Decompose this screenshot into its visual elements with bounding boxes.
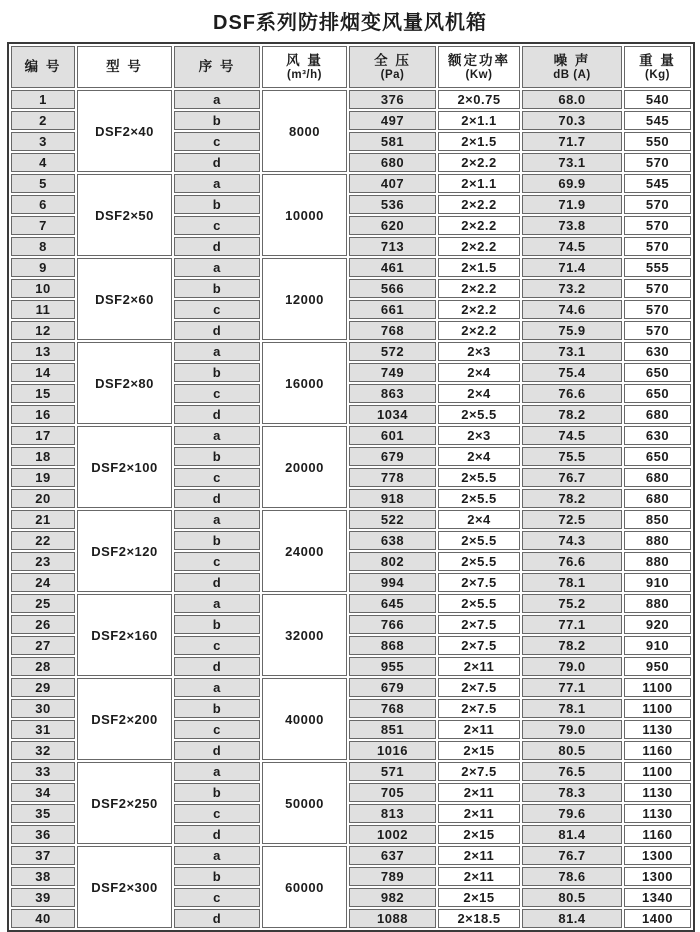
cell-weight: 550 xyxy=(624,132,691,151)
cell-noise: 75.2 xyxy=(522,594,622,613)
cell-noise: 77.1 xyxy=(522,678,622,697)
cell-power: 2×5.5 xyxy=(438,405,520,424)
cell-sequence: b xyxy=(174,279,260,298)
cell-pressure: 679 xyxy=(349,678,436,697)
cell-power: 2×11 xyxy=(438,783,520,802)
cell-number: 24 xyxy=(11,573,75,592)
cell-noise: 76.7 xyxy=(522,846,622,865)
cell-sequence: a xyxy=(174,762,260,781)
cell-noise: 73.2 xyxy=(522,279,622,298)
cell-weight: 555 xyxy=(624,258,691,277)
cell-pressure: 789 xyxy=(349,867,436,886)
table-row xyxy=(11,90,691,109)
column-header-sequence xyxy=(174,46,260,88)
column-header-unit: (Pa) xyxy=(380,68,405,81)
cell-weight: 1100 xyxy=(624,762,691,781)
cell-airflow: 32000 xyxy=(262,594,347,676)
cell-number: 33 xyxy=(11,762,75,781)
cell-noise: 79.0 xyxy=(522,657,622,676)
column-header-label: 重 量 xyxy=(639,52,676,68)
cell-number: 3 xyxy=(11,132,75,151)
cell-number: 13 xyxy=(11,342,75,361)
cell-sequence: b xyxy=(174,195,260,214)
cell-pressure: 461 xyxy=(349,258,436,277)
cell-weight: 1130 xyxy=(624,720,691,739)
cell-number: 14 xyxy=(11,363,75,382)
cell-weight: 1340 xyxy=(624,888,691,907)
cell-noise: 78.2 xyxy=(522,636,622,655)
cell-sequence: a xyxy=(174,846,260,865)
column-header-label: 编 号 xyxy=(24,59,62,74)
cell-sequence: c xyxy=(174,132,260,151)
cell-noise: 71.7 xyxy=(522,132,622,151)
cell-sequence: b xyxy=(174,531,260,550)
cell-sequence: c xyxy=(174,552,260,571)
cell-sequence: b xyxy=(174,111,260,130)
cell-number: 21 xyxy=(11,510,75,529)
cell-power: 2×7.5 xyxy=(438,678,520,697)
cell-noise: 73.1 xyxy=(522,342,622,361)
cell-number: 9 xyxy=(11,258,75,277)
cell-number: 5 xyxy=(11,174,75,193)
cell-sequence: a xyxy=(174,174,260,193)
cell-noise: 74.6 xyxy=(522,300,622,319)
cell-weight: 880 xyxy=(624,594,691,613)
cell-power: 2×1.5 xyxy=(438,132,520,151)
cell-airflow: 50000 xyxy=(262,762,347,844)
cell-weight: 570 xyxy=(624,279,691,298)
cell-noise: 80.5 xyxy=(522,741,622,760)
cell-power: 2×2.2 xyxy=(438,321,520,340)
cell-power: 2×5.5 xyxy=(438,468,520,487)
cell-number: 10 xyxy=(11,279,75,298)
column-header-label: 序 号 xyxy=(198,59,236,74)
cell-weight: 920 xyxy=(624,615,691,634)
cell-power: 2×11 xyxy=(438,846,520,865)
cell-sequence: c xyxy=(174,216,260,235)
cell-number: 19 xyxy=(11,468,75,487)
cell-sequence: d xyxy=(174,153,260,172)
cell-pressure: 778 xyxy=(349,468,436,487)
cell-weight: 1100 xyxy=(624,678,691,697)
cell-number: 18 xyxy=(11,447,75,466)
cell-airflow: 10000 xyxy=(262,174,347,256)
cell-noise: 81.4 xyxy=(522,909,622,928)
cell-weight: 680 xyxy=(624,468,691,487)
table-row xyxy=(11,846,691,865)
cell-weight: 910 xyxy=(624,636,691,655)
column-header-pressure xyxy=(349,46,436,88)
cell-pressure: 376 xyxy=(349,90,436,109)
cell-number: 39 xyxy=(11,888,75,907)
cell-number: 23 xyxy=(11,552,75,571)
cell-number: 40 xyxy=(11,909,75,928)
table-row xyxy=(11,426,691,445)
cell-noise: 70.3 xyxy=(522,111,622,130)
cell-pressure: 637 xyxy=(349,846,436,865)
cell-power: 2×5.5 xyxy=(438,552,520,571)
cell-noise: 80.5 xyxy=(522,888,622,907)
cell-weight: 545 xyxy=(624,111,691,130)
cell-number: 25 xyxy=(11,594,75,613)
cell-sequence: a xyxy=(174,678,260,697)
cell-weight: 910 xyxy=(624,573,691,592)
cell-noise: 78.6 xyxy=(522,867,622,886)
cell-sequence: a xyxy=(174,426,260,445)
cell-airflow: 60000 xyxy=(262,846,347,928)
cell-model: DSF2×300 xyxy=(77,846,172,928)
cell-noise: 73.8 xyxy=(522,216,622,235)
cell-pressure: 522 xyxy=(349,510,436,529)
cell-weight: 570 xyxy=(624,216,691,235)
cell-sequence: c xyxy=(174,720,260,739)
cell-number: 2 xyxy=(11,111,75,130)
cell-power: 2×11 xyxy=(438,720,520,739)
cell-noise: 74.3 xyxy=(522,531,622,550)
cell-number: 30 xyxy=(11,699,75,718)
cell-power: 2×11 xyxy=(438,804,520,823)
column-header-label: 风 量 xyxy=(286,52,323,68)
cell-pressure: 581 xyxy=(349,132,436,151)
table-row xyxy=(11,762,691,781)
cell-noise: 75.5 xyxy=(522,447,622,466)
column-header-unit: (m³/h) xyxy=(287,68,322,81)
cell-weight: 650 xyxy=(624,447,691,466)
cell-pressure: 749 xyxy=(349,363,436,382)
cell-sequence: c xyxy=(174,804,260,823)
cell-weight: 630 xyxy=(624,426,691,445)
cell-power: 2×2.2 xyxy=(438,279,520,298)
cell-sequence: b xyxy=(174,867,260,886)
cell-pressure: 679 xyxy=(349,447,436,466)
cell-number: 37 xyxy=(11,846,75,865)
cell-sequence: c xyxy=(174,888,260,907)
cell-pressure: 571 xyxy=(349,762,436,781)
cell-power: 2×7.5 xyxy=(438,699,520,718)
cell-sequence: d xyxy=(174,741,260,760)
cell-pressure: 802 xyxy=(349,552,436,571)
cell-noise: 78.1 xyxy=(522,573,622,592)
cell-noise: 69.9 xyxy=(522,174,622,193)
cell-pressure: 497 xyxy=(349,111,436,130)
cell-pressure: 768 xyxy=(349,321,436,340)
cell-pressure: 705 xyxy=(349,783,436,802)
cell-number: 16 xyxy=(11,405,75,424)
column-header-unit: (Kw) xyxy=(465,68,493,81)
cell-power: 2×15 xyxy=(438,825,520,844)
cell-sequence: b xyxy=(174,699,260,718)
cell-sequence: c xyxy=(174,468,260,487)
page-title: DSF系列防排烟变风量风机箱 xyxy=(213,12,487,34)
cell-power: 2×7.5 xyxy=(438,573,520,592)
cell-power: 2×4 xyxy=(438,363,520,382)
cell-power: 2×2.2 xyxy=(438,216,520,235)
cell-number: 17 xyxy=(11,426,75,445)
cell-sequence: b xyxy=(174,615,260,634)
spec-table xyxy=(7,42,695,932)
cell-weight: 570 xyxy=(624,321,691,340)
cell-weight: 650 xyxy=(624,384,691,403)
cell-pressure: 868 xyxy=(349,636,436,655)
cell-noise: 76.6 xyxy=(522,552,622,571)
cell-number: 27 xyxy=(11,636,75,655)
cell-pressure: 918 xyxy=(349,489,436,508)
cell-power: 2×0.75 xyxy=(438,90,520,109)
cell-power: 2×15 xyxy=(438,741,520,760)
cell-weight: 1100 xyxy=(624,699,691,718)
column-header-label: 额定功率 xyxy=(448,52,510,68)
cell-pressure: 536 xyxy=(349,195,436,214)
column-header-label: 全 压 xyxy=(374,52,411,68)
cell-number: 31 xyxy=(11,720,75,739)
cell-weight: 1130 xyxy=(624,804,691,823)
cell-pressure: 566 xyxy=(349,279,436,298)
cell-pressure: 713 xyxy=(349,237,436,256)
cell-number: 7 xyxy=(11,216,75,235)
column-header-power xyxy=(438,46,520,88)
cell-power: 2×1.5 xyxy=(438,258,520,277)
cell-pressure: 601 xyxy=(349,426,436,445)
cell-weight: 680 xyxy=(624,489,691,508)
cell-pressure: 645 xyxy=(349,594,436,613)
cell-power: 2×2.2 xyxy=(438,195,520,214)
cell-noise: 78.3 xyxy=(522,783,622,802)
cell-pressure: 982 xyxy=(349,888,436,907)
cell-sequence: b xyxy=(174,363,260,382)
cell-sequence: d xyxy=(174,321,260,340)
cell-power: 2×3 xyxy=(438,426,520,445)
table-row xyxy=(11,258,691,277)
cell-noise: 79.6 xyxy=(522,804,622,823)
cell-sequence: d xyxy=(174,405,260,424)
column-header-weight xyxy=(624,46,691,88)
cell-sequence: c xyxy=(174,636,260,655)
cell-airflow: 40000 xyxy=(262,678,347,760)
column-header-number xyxy=(11,46,75,88)
cell-power: 2×2.2 xyxy=(438,153,520,172)
cell-power: 2×2.2 xyxy=(438,237,520,256)
cell-weight: 630 xyxy=(624,342,691,361)
cell-noise: 72.5 xyxy=(522,510,622,529)
cell-pressure: 1002 xyxy=(349,825,436,844)
cell-power: 2×4 xyxy=(438,510,520,529)
cell-weight: 545 xyxy=(624,174,691,193)
cell-weight: 540 xyxy=(624,90,691,109)
cell-number: 11 xyxy=(11,300,75,319)
cell-weight: 1160 xyxy=(624,741,691,760)
cell-weight: 850 xyxy=(624,510,691,529)
cell-pressure: 638 xyxy=(349,531,436,550)
column-header-noise xyxy=(522,46,622,88)
cell-weight: 1300 xyxy=(624,867,691,886)
cell-model: DSF2×200 xyxy=(77,678,172,760)
cell-pressure: 955 xyxy=(349,657,436,676)
cell-number: 15 xyxy=(11,384,75,403)
cell-sequence: a xyxy=(174,594,260,613)
cell-noise: 71.4 xyxy=(522,258,622,277)
cell-number: 29 xyxy=(11,678,75,697)
cell-number: 6 xyxy=(11,195,75,214)
cell-weight: 570 xyxy=(624,300,691,319)
cell-sequence: d xyxy=(174,825,260,844)
header-row xyxy=(11,46,691,88)
cell-number: 35 xyxy=(11,804,75,823)
table-row xyxy=(11,594,691,613)
cell-noise: 74.5 xyxy=(522,426,622,445)
cell-power: 2×1.1 xyxy=(438,111,520,130)
table-row xyxy=(11,678,691,697)
cell-power: 2×4 xyxy=(438,447,520,466)
cell-sequence: a xyxy=(174,258,260,277)
cell-number: 8 xyxy=(11,237,75,256)
cell-noise: 76.5 xyxy=(522,762,622,781)
cell-power: 2×3 xyxy=(438,342,520,361)
cell-airflow: 20000 xyxy=(262,426,347,508)
cell-power: 2×5.5 xyxy=(438,594,520,613)
cell-sequence: b xyxy=(174,783,260,802)
cell-power: 2×5.5 xyxy=(438,531,520,550)
cell-model: DSF2×50 xyxy=(77,174,172,256)
cell-sequence: d xyxy=(174,909,260,928)
table-row xyxy=(11,174,691,193)
cell-power: 2×7.5 xyxy=(438,615,520,634)
cell-number: 32 xyxy=(11,741,75,760)
cell-power: 2×11 xyxy=(438,867,520,886)
cell-weight: 1300 xyxy=(624,846,691,865)
cell-number: 22 xyxy=(11,531,75,550)
cell-weight: 570 xyxy=(624,153,691,172)
cell-pressure: 620 xyxy=(349,216,436,235)
cell-noise: 78.1 xyxy=(522,699,622,718)
cell-sequence: d xyxy=(174,237,260,256)
cell-model: DSF2×100 xyxy=(77,426,172,508)
cell-sequence: d xyxy=(174,657,260,676)
cell-weight: 1400 xyxy=(624,909,691,928)
table-row xyxy=(11,510,691,529)
cell-weight: 1160 xyxy=(624,825,691,844)
cell-noise: 76.7 xyxy=(522,468,622,487)
cell-noise: 78.2 xyxy=(522,405,622,424)
cell-number: 36 xyxy=(11,825,75,844)
cell-number: 1 xyxy=(11,90,75,109)
column-header-model xyxy=(77,46,172,88)
cell-model: DSF2×40 xyxy=(77,90,172,172)
cell-pressure: 851 xyxy=(349,720,436,739)
cell-power: 2×2.2 xyxy=(438,300,520,319)
cell-model: DSF2×60 xyxy=(77,258,172,340)
cell-weight: 680 xyxy=(624,405,691,424)
cell-pressure: 768 xyxy=(349,699,436,718)
cell-power: 2×7.5 xyxy=(438,762,520,781)
cell-number: 28 xyxy=(11,657,75,676)
cell-number: 34 xyxy=(11,783,75,802)
cell-pressure: 766 xyxy=(349,615,436,634)
cell-noise: 73.1 xyxy=(522,153,622,172)
cell-power: 2×5.5 xyxy=(438,489,520,508)
column-header-unit: dB (A) xyxy=(553,68,591,81)
cell-sequence: d xyxy=(174,489,260,508)
cell-model: DSF2×120 xyxy=(77,510,172,592)
cell-number: 26 xyxy=(11,615,75,634)
cell-weight: 570 xyxy=(624,195,691,214)
cell-noise: 74.5 xyxy=(522,237,622,256)
column-header-label: 型 号 xyxy=(106,59,143,74)
cell-sequence: a xyxy=(174,342,260,361)
cell-noise: 71.9 xyxy=(522,195,622,214)
cell-airflow: 8000 xyxy=(262,90,347,172)
cell-pressure: 407 xyxy=(349,174,436,193)
cell-weight: 880 xyxy=(624,552,691,571)
cell-sequence: c xyxy=(174,384,260,403)
cell-airflow: 12000 xyxy=(262,258,347,340)
cell-noise: 76.6 xyxy=(522,384,622,403)
cell-noise: 81.4 xyxy=(522,825,622,844)
cell-sequence: c xyxy=(174,300,260,319)
cell-number: 20 xyxy=(11,489,75,508)
cell-sequence: a xyxy=(174,90,260,109)
cell-noise: 77.1 xyxy=(522,615,622,634)
column-header-label: 噪 声 xyxy=(553,52,591,68)
cell-power: 2×18.5 xyxy=(438,909,520,928)
cell-pressure: 1034 xyxy=(349,405,436,424)
column-header-airflow xyxy=(262,46,347,88)
cell-sequence: a xyxy=(174,510,260,529)
cell-noise: 78.2 xyxy=(522,489,622,508)
cell-airflow: 24000 xyxy=(262,510,347,592)
cell-power: 2×11 xyxy=(438,657,520,676)
cell-noise: 75.9 xyxy=(522,321,622,340)
cell-model: DSF2×250 xyxy=(77,762,172,844)
cell-noise: 68.0 xyxy=(522,90,622,109)
cell-number: 12 xyxy=(11,321,75,340)
cell-sequence: b xyxy=(174,447,260,466)
cell-number: 4 xyxy=(11,153,75,172)
column-header-unit: (Kg) xyxy=(645,68,670,81)
cell-pressure: 1016 xyxy=(349,741,436,760)
cell-weight: 950 xyxy=(624,657,691,676)
cell-pressure: 863 xyxy=(349,384,436,403)
cell-pressure: 1088 xyxy=(349,909,436,928)
cell-weight: 1130 xyxy=(624,783,691,802)
cell-number: 38 xyxy=(11,867,75,886)
cell-model: DSF2×160 xyxy=(77,594,172,676)
cell-pressure: 813 xyxy=(349,804,436,823)
cell-pressure: 994 xyxy=(349,573,436,592)
cell-pressure: 680 xyxy=(349,153,436,172)
cell-pressure: 661 xyxy=(349,300,436,319)
cell-sequence: d xyxy=(174,573,260,592)
cell-noise: 75.4 xyxy=(522,363,622,382)
cell-noise: 79.0 xyxy=(522,720,622,739)
cell-power: 2×15 xyxy=(438,888,520,907)
cell-model: DSF2×80 xyxy=(77,342,172,424)
cell-pressure: 572 xyxy=(349,342,436,361)
cell-weight: 650 xyxy=(624,363,691,382)
cell-weight: 570 xyxy=(624,237,691,256)
cell-weight: 880 xyxy=(624,531,691,550)
table-row xyxy=(11,342,691,361)
cell-power: 2×1.1 xyxy=(438,174,520,193)
cell-power: 2×4 xyxy=(438,384,520,403)
cell-airflow: 16000 xyxy=(262,342,347,424)
cell-power: 2×7.5 xyxy=(438,636,520,655)
